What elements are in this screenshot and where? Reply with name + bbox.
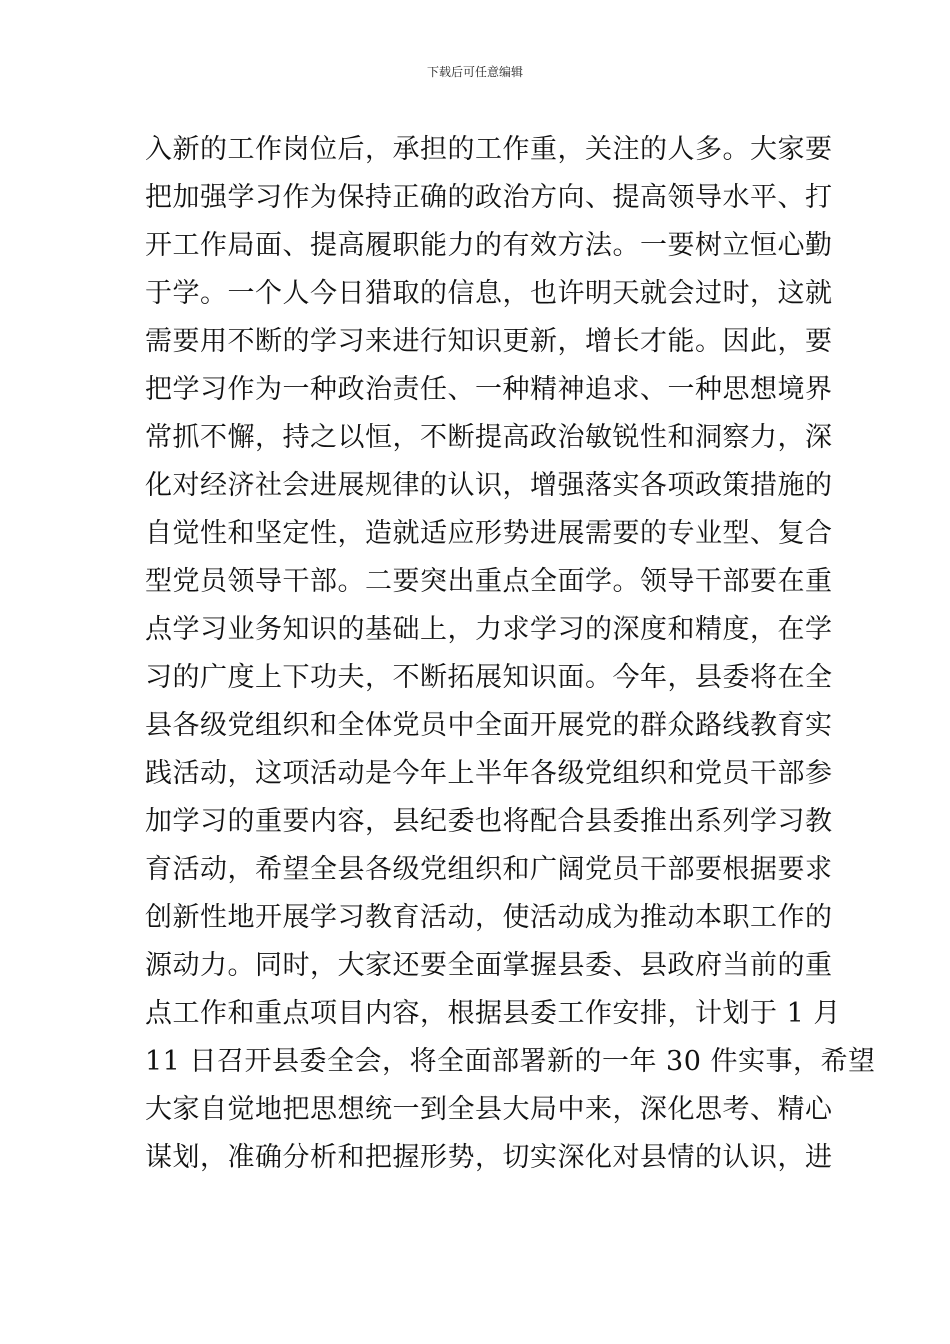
body-line-20: 11 日召开县委全会，将全面部署新的一年 30 件实事，希望	[145, 1046, 876, 1077]
body-line-13: 县各级党组织和全体党员中全面开展党的群众路线教育实	[145, 710, 833, 741]
body-line-19: 点工作和重点项目内容，根据县委工作安排，计划于 1 月	[145, 998, 841, 1029]
body-line-2: 把加强学习作为保持正确的政治方向、提高领导水平、打	[145, 182, 833, 213]
body-line-6: 把学习作为一种政治责任、一种精神追求、一种思想境界	[145, 374, 833, 405]
body-line-22: 谋划，准确分析和把握形势，切实深化对县情的认识，进	[145, 1142, 833, 1173]
body-line-4: 于学。一个人今日猎取的信息，也许明天就会过时，这就	[145, 278, 833, 309]
body-line-18: 源动力。同时，大家还要全面掌握县委、县政府当前的重	[145, 950, 833, 981]
body-line-1: 入新的工作岗位后，承担的工作重，关注的人多。大家要	[145, 134, 833, 165]
page-header-note: 下载后可任意编辑	[426, 65, 523, 79]
body-line-12: 习的广度上下功夫，不断拓展知识面。今年，县委将在全	[145, 662, 833, 693]
body-line-10: 型党员领导干部。二要突出重点全面学。领导干部要在重	[145, 566, 833, 597]
body-line-21: 大家自觉地把思想统一到全县大局中来，深化思考、精心	[145, 1094, 833, 1125]
body-line-17: 创新性地开展学习教育活动，使活动成为推动本职工作的	[145, 902, 833, 933]
body-line-16: 育活动，希望全县各级党组织和广阔党员干部要根据要求	[145, 854, 833, 885]
body-line-8: 化对经济社会进展规律的认识，增强落实各项政策措施的	[145, 470, 833, 501]
body-line-7: 常抓不懈，持之以恒，不断提高政治敏锐性和洞察力，深	[145, 422, 833, 453]
body-line-11: 点学习业务知识的基础上，力求学习的深度和精度，在学	[145, 614, 833, 645]
body-line-3: 开工作局面、提高履职能力的有效方法。一要树立恒心勤	[145, 230, 833, 261]
body-line-14: 践活动，这项活动是今年上半年各级党组织和党员干部参	[145, 758, 833, 789]
body-line-9: 自觉性和坚定性，造就适应形势进展需要的专业型、复合	[145, 518, 833, 549]
body-line-15: 加学习的重要内容，县纪委也将配合县委推出系列学习教	[145, 806, 833, 837]
document-body	[145, 126, 876, 1182]
body-line-5: 需要用不断的学习来进行知识更新，增长才能。因此，要	[145, 326, 833, 357]
